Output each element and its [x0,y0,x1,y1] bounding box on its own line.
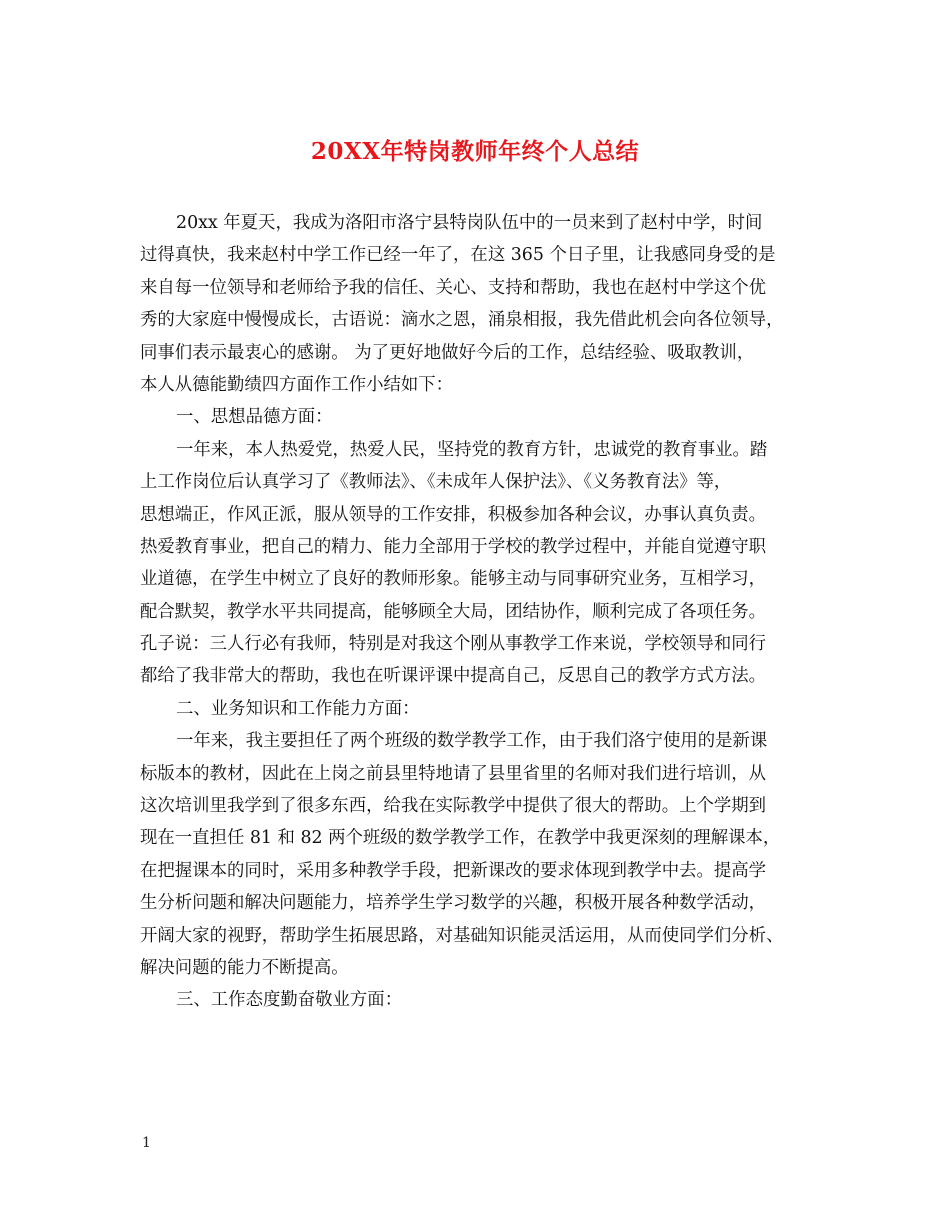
page-title: 20XX年特岗教师年终个人总结 [310,138,640,165]
text-line: 一年来，我主要担任了两个班级的数学教学工作，由于我们洛宁使用的是新课 [176,731,768,752]
text-line: 20xx 年夏天，我成为洛阳市洛宁县特岗队伍中的一员来到了赵村中学，时间 [176,213,763,233]
text-line: 解决问题的能力不断提高。 [140,957,349,978]
text-line: 来自每一位领导和老师给予我的信任、关心、支持和帮助，我也在赵村中学这个优 [140,277,767,298]
text-line: 在把握课本的同时，采用多种教学手段，把新课改的要求体现到教学中去。提高学 [140,860,767,881]
text-line: 秀的大家庭中慢慢成长，古语说：滴水之恩，涌泉相报，我先借此机会向各位领导， [140,310,784,331]
text-line: 热爱教育事业，把自己的精力、能力全部用于学校的教学过程中，并能自觉遵守职 [140,536,767,557]
text-line: 孔子说：三人行必有我师，特别是对我这个刚从事教学工作来说，学校领导和同行 [140,634,767,655]
text-line: 一年来，本人热爱党，热爱人民，坚持党的教育方针，忠诚党的教育事业。踏 [176,439,768,460]
text-line: 标版本的教材，因此在上岗之前县里特地请了县里省里的名师对我们进行培训，从 [140,763,767,784]
text-line: 本人从德能勤绩四方面作工作小结如下： [140,374,454,395]
text-line: 都给了我非常大的帮助，我也在听课评课中提高自己，反思自己的教学方式方法。 [140,666,767,687]
text-line: 上工作岗位后认真学习了《教师法》、《未成年人保护法》、《义务教育法》等， [140,472,732,493]
document-body [140,207,830,1017]
text-line: 开阔大家的视野，帮助学生拓展思路，对基础知识能灵活运用，从而使同学们分析、 [140,925,784,946]
text-line: 现在一直担任 81 和 82 两个班级的数学教学工作，在教学中我更深刻的理解课本， [140,828,781,849]
text-line: 过得真快，我来赵村中学工作已经一年了，在这 365 个日子里，让我感同身受的是 [140,245,776,266]
text-line: 同事们表示最衷心的感谢。 为了更好地做好今后的工作，总结经验、吸取教训， [140,342,755,363]
text-line: 三、工作态度勤奋敬业方面： [176,990,403,1011]
text-line: 这次培训里我学到了很多东西，给我在实际教学中提供了很大的帮助。上个学期到 [140,796,767,817]
text-line: 一、思想品德方面： [176,407,333,428]
text-line: 思想端正，作风正派，服从领导的工作安排，积极参加各种会议，办事认真负责。 [140,504,767,525]
page-number: 1 [142,1135,151,1151]
text-line: 配合默契，教学水平共同提高，能够顾全大局，团结协作，顺利完成了各项任务。 [140,601,767,622]
text-line: 生分析问题和解决问题能力，培养学生学习数学的兴趣，积极开展各种数学活动， [140,893,767,914]
text-line: 业道德，在学生中树立了良好的教师形象。能够主动与同事研究业务，互相学习， [140,569,767,590]
text-line: 二、业务知识和工作能力方面： [176,698,420,719]
